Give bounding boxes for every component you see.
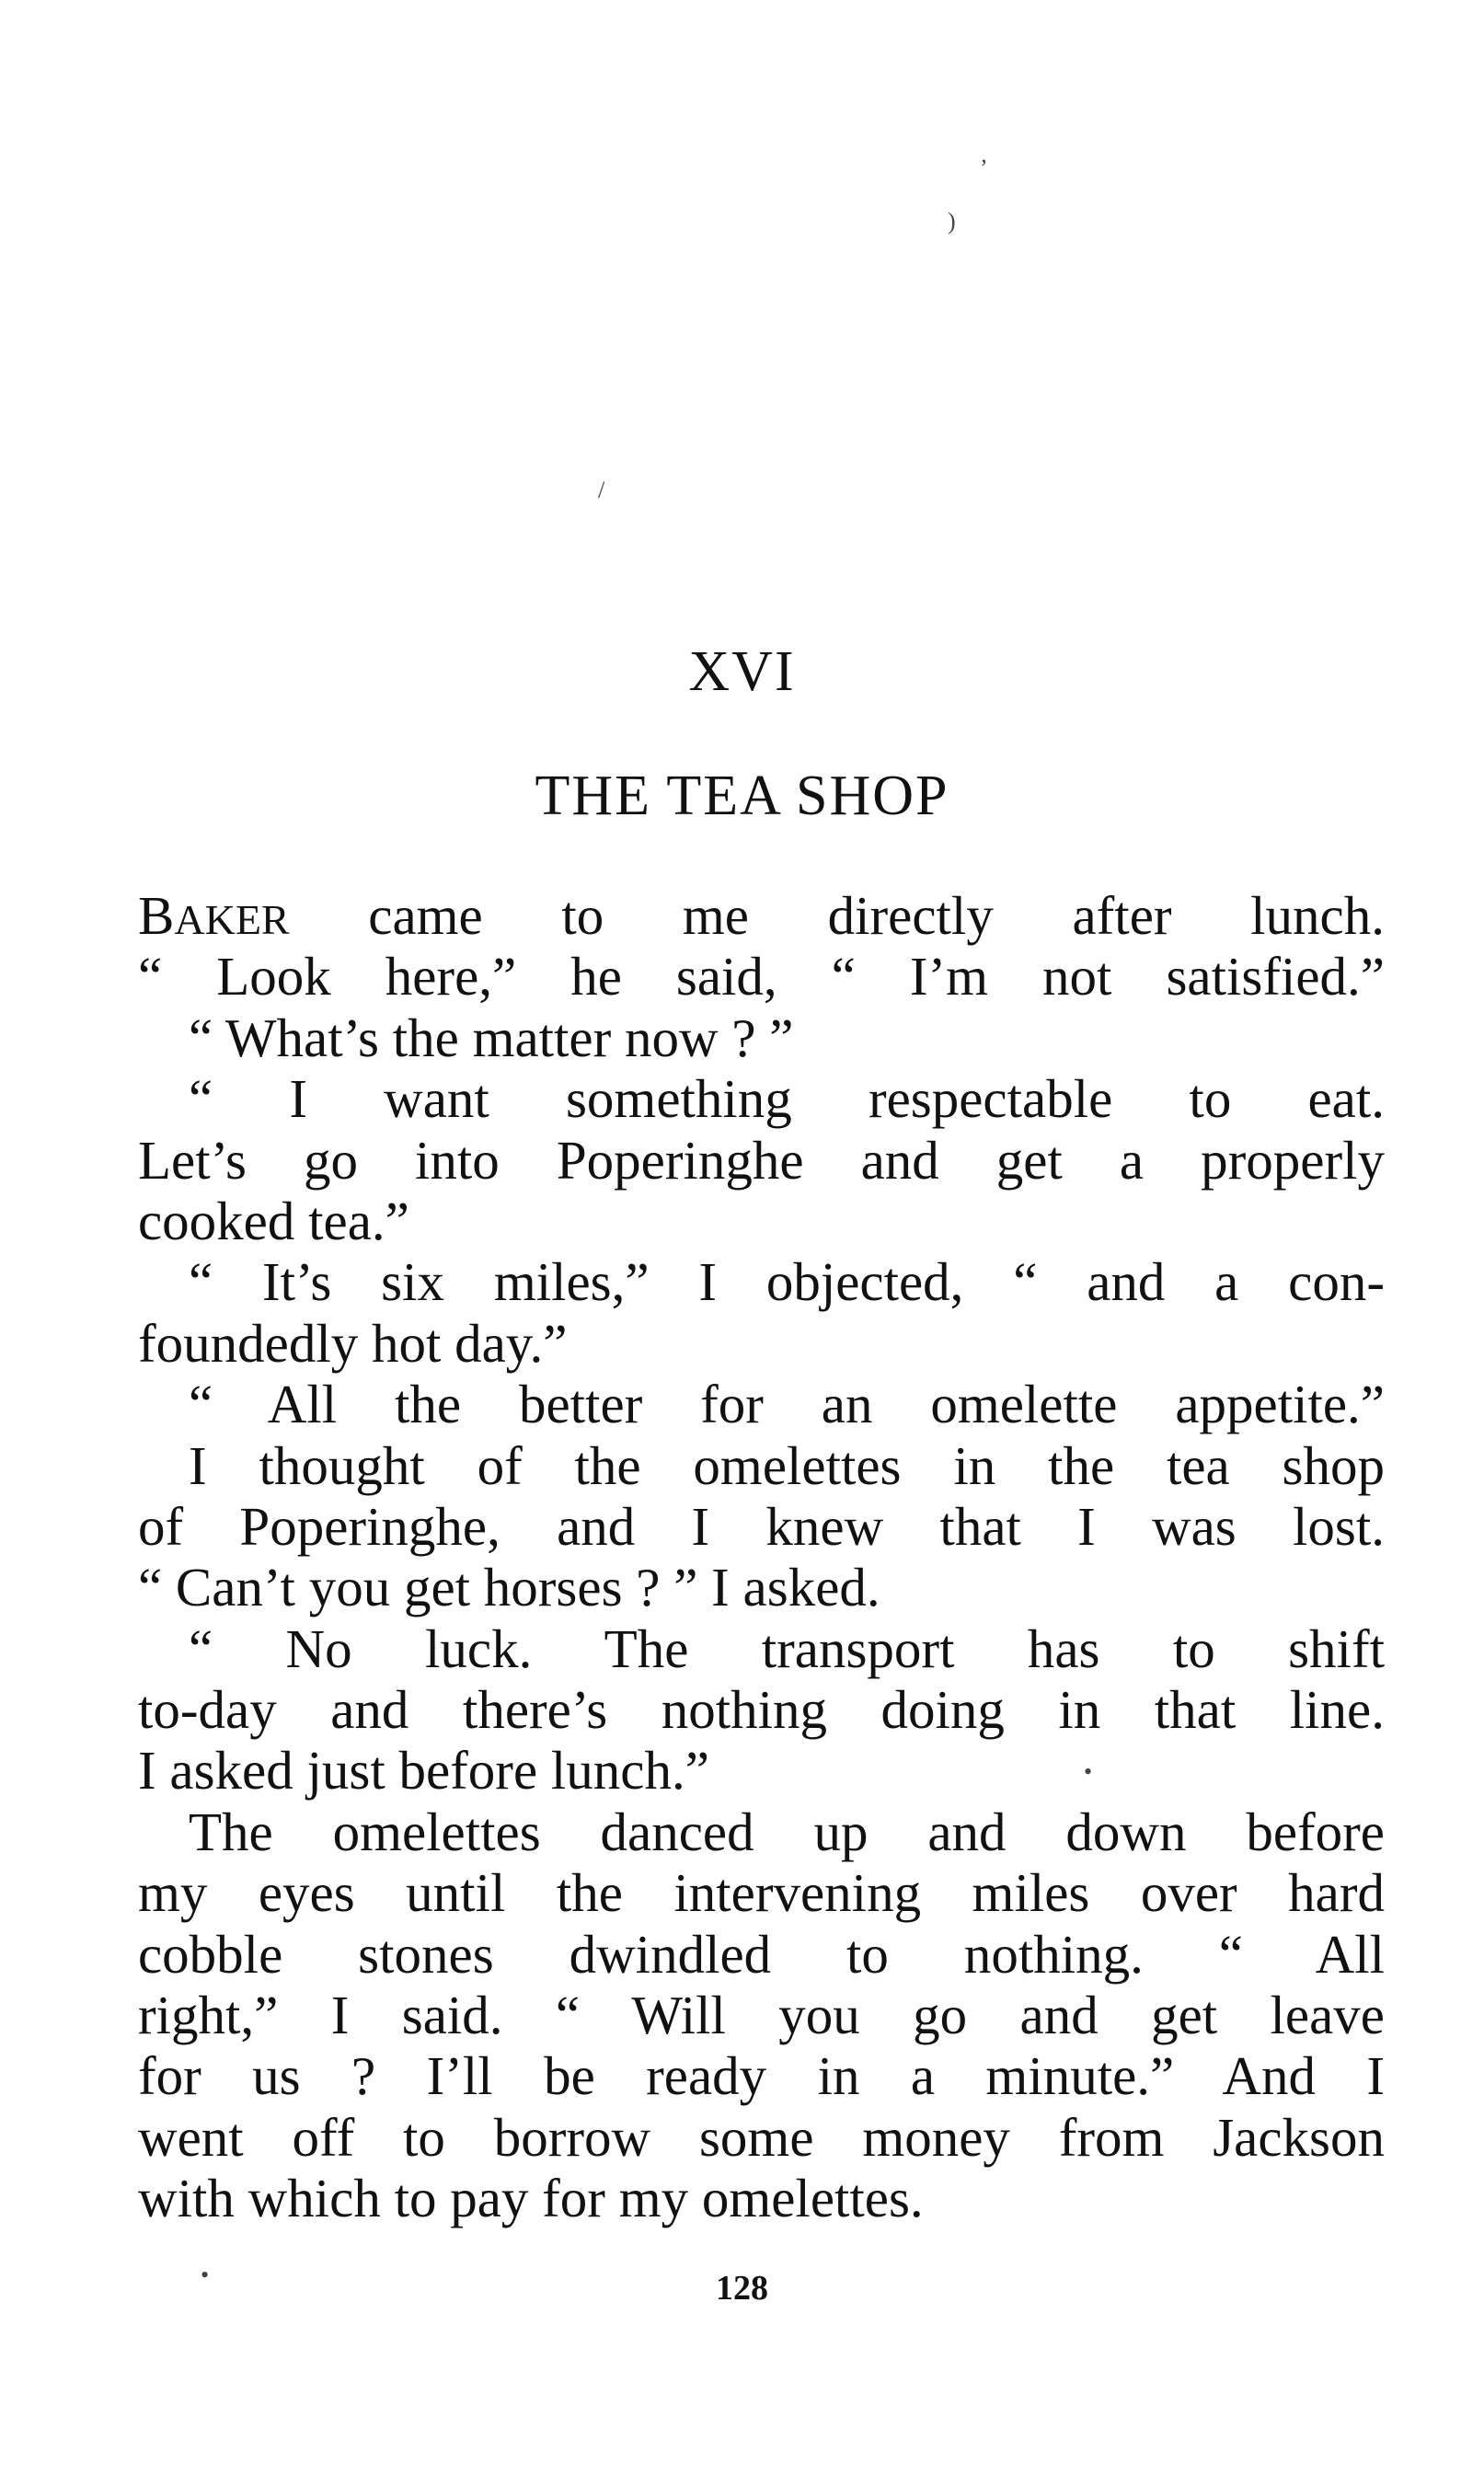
text-line: “ No luck. The transport has to shift bbox=[189, 1617, 1385, 1679]
text-line: to-day and there’s nothing doing in that line. bbox=[138, 1679, 1385, 1741]
text-line: for us ? I’ll be ready in a minute.” And I bbox=[138, 2045, 1385, 2107]
text-line: “ It’s six miles,” I objected, “ and a con- bbox=[189, 1251, 1385, 1313]
text-line: I thought of the omelettes in the tea shop bbox=[189, 1434, 1385, 1496]
text-line: cobble stones dwindled to nothing. “ All bbox=[138, 1923, 1385, 1985]
text-line: “ I want something respectable to eat. bbox=[189, 1068, 1385, 1130]
ink-speck: ʼ bbox=[980, 155, 988, 181]
text-line: went off to borrow some money from Jackson bbox=[138, 2106, 1385, 2168]
text-line: my eyes until the intervening miles over hard bbox=[138, 1862, 1385, 1924]
text-line: “ Can’t you get horses ? ” I asked. bbox=[138, 1557, 880, 1618]
text-line: “ All the better for an omelette appetite.” bbox=[189, 1374, 1385, 1435]
ink-speck: / bbox=[598, 477, 605, 503]
ink-speck: • bbox=[1084, 1758, 1093, 1785]
ink-speck: • bbox=[201, 2262, 210, 2288]
chapter-body bbox=[138, 885, 1385, 2229]
text-line: BAKER came to me directly after lunch. bbox=[138, 885, 1385, 946]
text-line: I asked just before lunch.” bbox=[138, 1740, 709, 1802]
text-line: with which to pay for my omelettes. bbox=[138, 2168, 924, 2229]
ink-speck: ) bbox=[948, 208, 956, 235]
text-line: “ What’s the matter now ? ” bbox=[189, 1007, 794, 1068]
text-line: The omelettes danced up and down before bbox=[189, 1801, 1385, 1862]
text-line: foundedly hot day.” bbox=[138, 1312, 568, 1374]
text-line: “ Look here,” he said, “ I’m not satisfied.” bbox=[138, 946, 1385, 1007]
text-line: right,” I said. “ Will you go and get leave bbox=[138, 1985, 1385, 2046]
page-number: 128 bbox=[716, 2269, 768, 2308]
chapter-title: THE TEA SHOP bbox=[535, 765, 949, 827]
text-line: of Poperinghe, and I knew that I was lost. bbox=[138, 1495, 1385, 1557]
text-line: cooked tea.” bbox=[138, 1190, 409, 1251]
chapter-number: XVI bbox=[688, 640, 796, 703]
text-line: Let’s go into Poperinghe and get a properly bbox=[138, 1129, 1385, 1191]
